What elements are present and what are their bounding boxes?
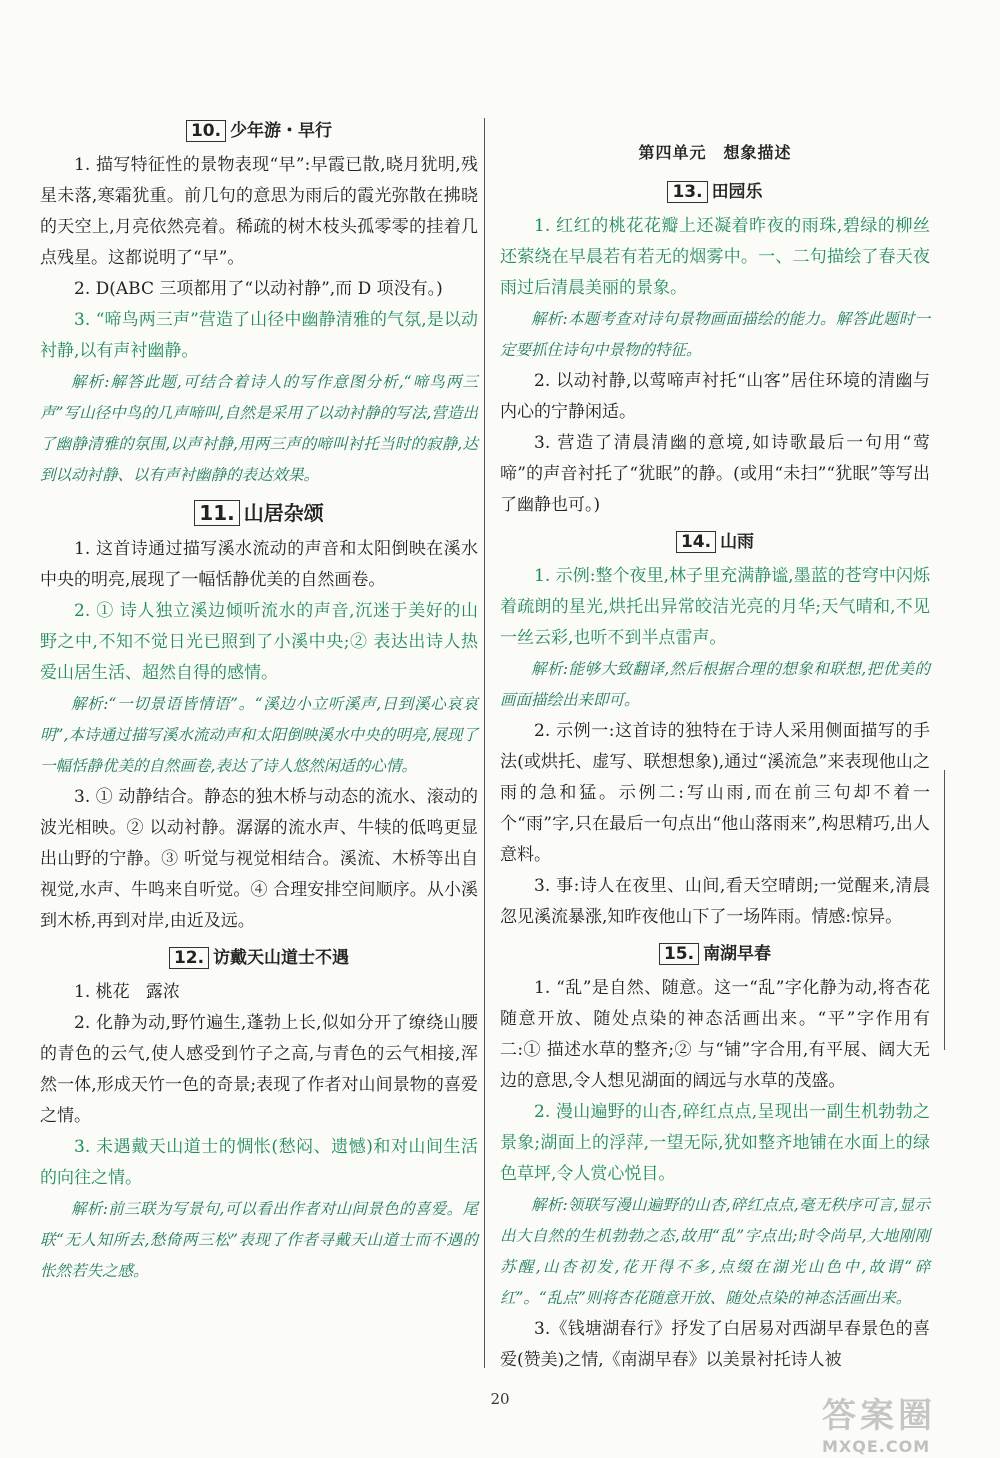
s10-answer-3: 3. “啼鸟两三声”营造了山径中幽静清雅的气氛,是以动衬静,以有声衬幽静。 — [40, 310, 478, 361]
section-11-number: 11. — [194, 500, 239, 526]
right-column — [500, 110, 930, 1376]
section-12-number: 12. — [169, 947, 209, 969]
section-14-title: 山雨 — [720, 532, 755, 552]
section-15-title: 南湖早春 — [703, 944, 772, 964]
s14-analysis: 解析:能够大致翻译,然后根据合理的想象和联想,把优美的画面描绘出来即可。 — [500, 660, 930, 709]
unit-title: 第四单元 想象描述 — [638, 143, 792, 162]
s10-analysis: 解析:解答此题,可结合着诗人的写作意图分析,“啼鸟两三声”写山径中鸟的几声啼叫,自然是采用了以动衬静的写法,营造出了幽静清雅的氛围,以声衬静,用两三声的啼叫衬托当时的寂静,达到以动衬静、以有声衬幽静的表达效果。 — [40, 373, 478, 484]
section-14-heading — [500, 527, 930, 553]
s13-answer-2: 2. 以动衬静,以莺啼声衬托“山客”居住环境的清幽与内心的宁静闲适。 — [500, 371, 930, 422]
s11-answer-1: 1. 这首诗通过描写溪水流动的声音和太阳倒映在溪水中央的明亮,展现了一幅恬静优美的自然画卷。 — [40, 539, 478, 590]
section-13-number: 13. — [667, 181, 707, 203]
s13-analysis: 解析:本题考查对诗句景物画面描绘的能力。解答此题时一定要抓住诗句中景物的特征。 — [500, 310, 930, 359]
section-10-number: 10. — [186, 120, 226, 142]
watermark-logo — [822, 1388, 992, 1456]
s15-answer-2: 2. 漫山遍野的山杏,碎红点点,呈现出一副生机勃勃之景象;湖面上的浮萍,一望无际,犹如整齐地铺在水面上的绿色草坪,令人赏心悦目。 — [500, 1102, 930, 1184]
left-column — [40, 110, 478, 1287]
section-10-title: 少年游・早行 — [230, 121, 333, 141]
section-12-heading — [40, 943, 478, 969]
s13-answer-3: 3. 营造了清晨清幽的意境,如诗歌最后一句用“莺啼”的声音衬托了“犹眠”的静。(或用“未扫”“犹眠”等写出了幽静也可。) — [500, 433, 930, 515]
section-13-heading — [500, 177, 930, 203]
watermark-bottom: MXQE.COM — [822, 1437, 931, 1456]
s14-answer-2: 2. 示例一:这首诗的独特在于诗人采用侧面描写的手法(或烘托、虚写、联想想象),通过“溪流急”来表现他山之雨的急和猛。示例二:写山雨,而在前三句却不着一个“雨”字,只在最后一句点出“他山落雨来”,构思精巧,出人意料。 — [500, 721, 930, 865]
section-10-heading — [40, 116, 478, 142]
s12-answer-1: 1. 桃花 露浓 — [74, 982, 180, 1002]
s11-answer-3: 3. ① 动静结合。静态的独木桥与动态的流水、滚动的波光相映。② 以动衬静。潺潺的流水声、牛犊的低鸣更显出山野的宁静。③ 听觉与视觉相结合。溪流、木桥等出自视觉,水声、牛鸣来自听觉。④ 合理安排空间顺序。从小溪到木桥,再到对岸,由近及远。 — [40, 787, 478, 931]
s12-analysis: 解析:前三联为写景句,可以看出作者对山间景色的喜爱。尾联“无人知所去,愁倚两三松”表现了作者寻戴天山道士而不遇的怅然若失之感。 — [40, 1200, 478, 1280]
s15-answer-1: 1. “乱”是自然、随意。这一“乱”字化静为动,将杏花随意开放、随处点染的神态活画出来。“平”字作用有二:① 描述水草的整齐;② 与“铺”字合用,有平展、阔大无边的意思,令人想见湖面的阔远与水草的茂盛。 — [500, 978, 930, 1091]
s12-answer-3: 3. 未遇戴天山道士的惆怅(愁闷、遗憾)和对山间生活的向往之情。 — [40, 1137, 478, 1188]
section-11-title: 山居杂颂 — [243, 501, 324, 525]
section-15-heading — [500, 939, 930, 965]
page-number: 20 — [490, 1390, 510, 1408]
margin-line — [944, 770, 945, 1050]
s12-answer-2: 2. 化静为动,野竹遍生,蓬勃上长,似如分开了缭绕山腰的青色的云气,使人感受到竹子之高,与青色的云气相接,浑然一体,形成天竹一色的奇景;表现了作者对山间景物的喜爱之情。 — [40, 1013, 478, 1126]
s11-analysis: 解析:“一切景语皆情语”。“溪边小立听溪声,日到溪心哀哀明”,本诗通过描写溪水流动声和太阳倒映溪水中央的明亮,展现了一幅恬静优美的自然画卷,表达了诗人悠然闲适的心情。 — [40, 695, 478, 775]
s15-analysis: 解析:领联写漫山遍野的山杏,碎红点点,毫无秩序可言,显示出大自然的生机勃勃之态,故用“乱”字点出;时令尚早,大地刚刚苏醒,山杏初发,花开得不多,点缀在湖光山色中,故谓“碎红”。“乱点”则将杏花随意开放、随处点染的神态活画出来。 — [500, 1196, 930, 1307]
s10-answer-1: 1. 描写特征性的景物表现“早”:早霞已散,晓月犹明,残星未落,寒霜犹重。前几句的意思为雨后的霞光弥散在拂晓的天空上,月亮依然亮着。稀疏的树木枝头孤零零的挂着几点残星。这都说明了“早”。 — [40, 155, 478, 268]
s10-answer-2: 2. D(ABC 三项都用了“以动衬静”,而 D 项没有。) — [74, 279, 443, 299]
section-11-heading — [40, 497, 478, 526]
s11-answer-2: 2. ① 诗人独立溪边倾听流水的声音,沉迷于美好的山野之中,不知不觉日光已照到了小溪中央;② 表达出诗人热爱山居生活、超然自得的感情。 — [40, 601, 478, 683]
section-15-number: 15. — [659, 943, 699, 965]
section-13-title: 田园乐 — [711, 182, 763, 202]
s15-answer-3: 3.《钱塘湖春行》抒发了白居易对西湖早春景色的喜爱(赞美)之情,《南湖早春》以美景衬托诗人被 — [500, 1319, 930, 1370]
column-divider — [484, 118, 485, 1368]
section-12-title: 访戴天山道士不遇 — [213, 948, 350, 968]
s14-answer-1: 1. 示例:整个夜里,林子里充满静谧,墨蓝的苍穹中闪烁着疏朗的星光,烘托出异常皎洁光亮的月华;天气晴和,不见一丝云彩,也听不到半点雷声。 — [500, 566, 930, 648]
section-14-number: 14. — [676, 531, 716, 553]
watermark-top: 答案圈 — [822, 1396, 936, 1436]
s14-answer-3: 3. 事:诗人在夜里、山间,看天空晴朗;一觉醒来,清晨忽见溪流暴涨,知昨夜他山下了一场阵雨。情感:惊异。 — [500, 876, 930, 927]
s13-answer-1: 1. 红红的桃花花瓣上还凝着昨夜的雨珠,碧绿的柳丝还萦绕在早晨若有若无的烟雾中。一、二句描绘了春天夜雨过后清晨美丽的景象。 — [500, 216, 930, 298]
